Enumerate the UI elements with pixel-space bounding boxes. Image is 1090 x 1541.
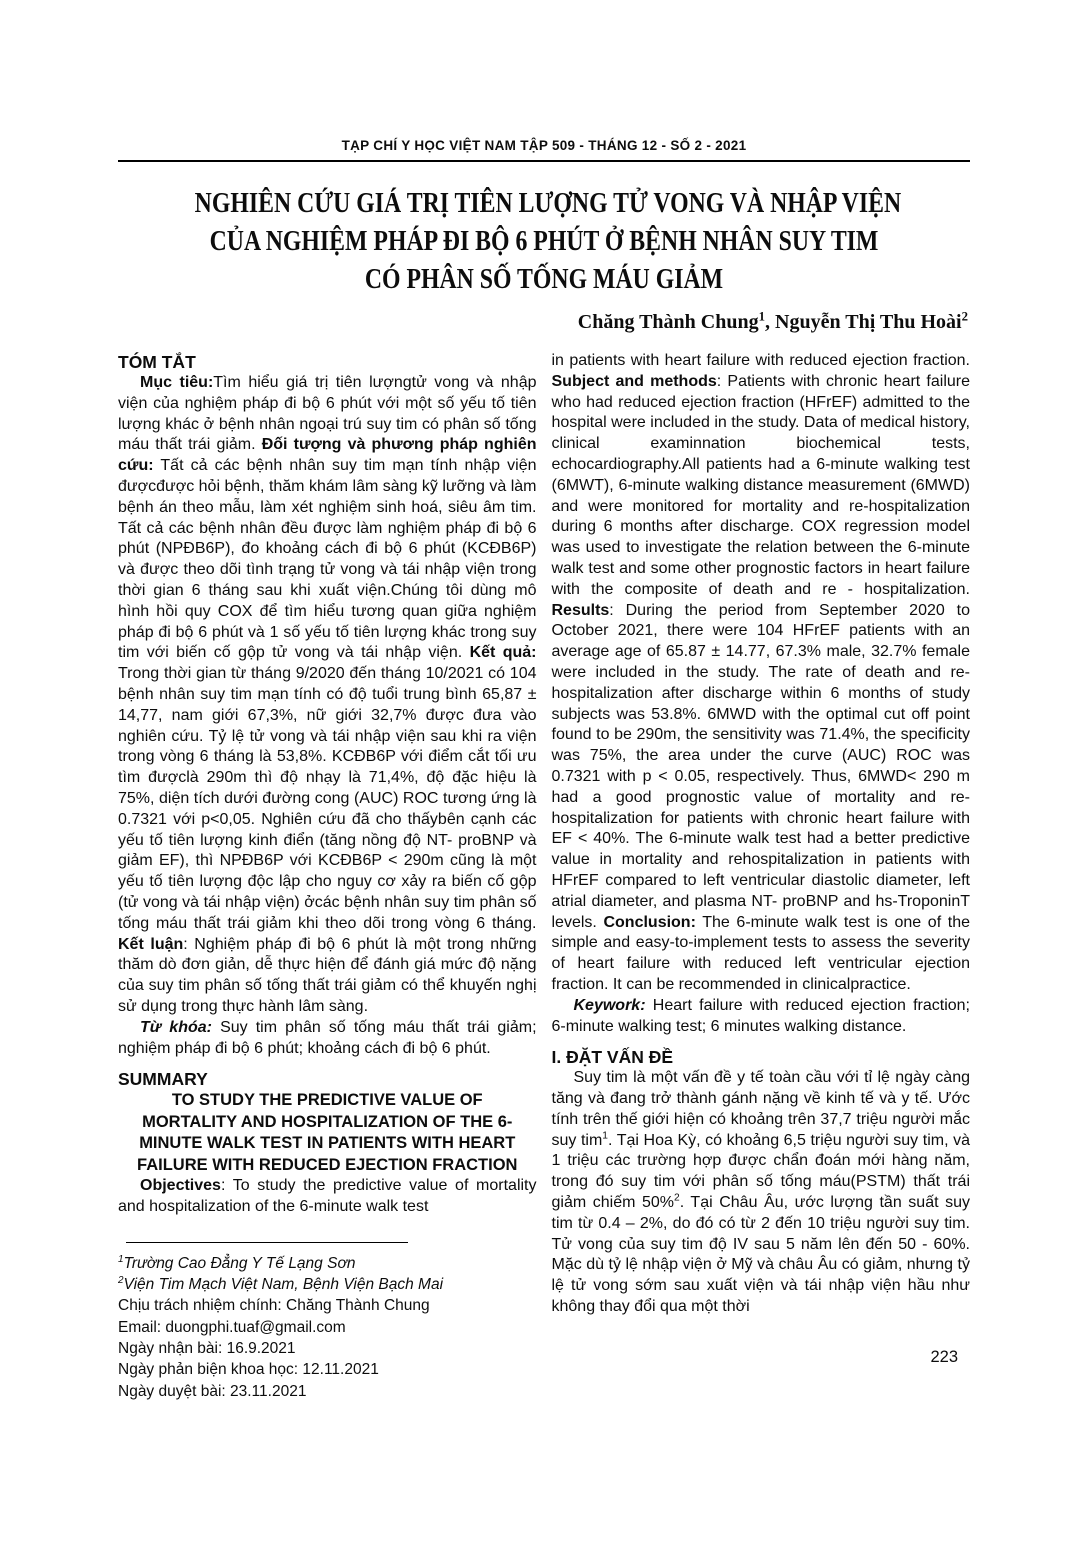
text-run: 1 bbox=[602, 1130, 608, 1142]
text-run: Keywork: bbox=[573, 996, 646, 1014]
journal-header: TẠP CHÍ Y HỌC VIỆT NAM TẬP 509 - THÁNG 12 - SỐ 2 - 2021 bbox=[118, 138, 970, 162]
footnote-line-run: Ngày nhận bài: 16.9.2021 bbox=[118, 1340, 296, 1358]
text-run: Tất cả các bệnh nhân suy tim mạn tính nhập viện đượcđược hỏi bệnh, thăm khám lâm sàng kỹ lưỡng và làm bệnh án theo mẫu, làm xét nghiệm sinh hoá, siêu âm tim. Tất cả các bệnh nhân đều được làm nghiệm pháp đi bộ 6 phút (NPĐB6P), đo khoảng cách đi bộ 6 phút (KCĐB6P) và được theo dõi tình trạng tử vong và tái nhập viện trong thời gian 6 tháng sau khi xuất viện.Chúng tôi dùng mô hình hồi quy COX để tìm hiểu tương quan giữa nghiệm pháp đi bộ 6 phút và 1 số yếu tố tiên lượng khác trong suy tim với biến cố gộp tử vong và tái nhập viện. bbox=[118, 457, 537, 662]
objectives-paragraph bbox=[118, 1176, 537, 1218]
right-column bbox=[552, 351, 971, 1402]
text-run: 2 bbox=[961, 309, 968, 324]
text-run: Results bbox=[551, 601, 610, 619]
text-run: 2 bbox=[674, 1192, 680, 1204]
footnote-line-run: 1 bbox=[118, 1253, 124, 1265]
text-run: Từ khóa: bbox=[140, 1018, 212, 1036]
footnote-line bbox=[118, 1359, 537, 1380]
footnote-rule bbox=[126, 1242, 408, 1243]
summary-heading: SUMMARY bbox=[118, 1069, 208, 1090]
footnote bbox=[118, 1242, 537, 1402]
text-run: , Nguyễn Thị Thu Hoài bbox=[765, 311, 962, 333]
footnote-line-run: Viện Tim Mạch Việt Nam, Bệnh Viện Bạch Mai bbox=[123, 1276, 444, 1294]
text-run: : Nghiệm pháp đi bộ 6 phút là một trong những thăm dò đơn giản, dễ thực hiện để đánh giá mức độ nặng của suy tim phân số tống thất trái giảm có thể khuyến nghị sử dụng trong thực hành lâm sàng. bbox=[118, 935, 537, 1015]
text-run: Suy tim là một vấn đề y tế toàn cầu với tỉ lệ ngày càng tăng và đang trở thành gánh nặng về kinh tế và y tế. Ước tính trên thế giới hiện có khoảng trên 37,7 triệu người mắc suy tim bbox=[551, 1069, 970, 1149]
footnote-line-run: Trường Cao Đẳng Y Tế Lạng Sơn bbox=[123, 1254, 356, 1272]
footnote-line bbox=[118, 1274, 537, 1295]
text-run: . Tại Châu Âu, ước lượng tần suất suy tim từ 0.4 – 2%, do đó có từ 2 đến 10 triệu người suy tim. Tử vong của suy tim độ IV sau 5 năm lên đến 50 - 60%. Mặc dù tỷ lệ nhập viện ở Mỹ và châu Âu có giảm, nhưng tỷ lệ tử vong sớm sau xuất viện và tái nhập viện hầu như không thay đổi qua một thời bbox=[551, 1194, 970, 1316]
text-run: Suy tim phân số tống máu thất trái giảm; nghiệm pháp đi bộ 6 phút; khoảng cách đi bộ 6 phút. bbox=[118, 1018, 537, 1057]
keywords-en-paragraph bbox=[552, 996, 971, 1038]
footnote-line bbox=[118, 1295, 537, 1316]
text-run: : Patients with chronic heart failure who had reduced ejection fraction (HFrEF) admitted to the hospital were included in the study. Data of medical history, clinical examinnation biochemical tests, echocardiography.All patients had a 6-minute walking test (6MWT), 6-minute walking distance measurement (6MWD) and were monitored for mortality and re-hospitalization during 6 months after discharge. COX regression model was used to investigate the relation between the 6-minute walk test and some other prognostic factors in heart failure with the composite of death and re - hospitalization. bbox=[551, 372, 970, 598]
text-run: . Tại Hoa Kỳ, có khoảng 6,5 triệu người suy tim, và 1 triệu các trường hợp được chẩn đoán mới hàng năm, trong đó suy tim với phân số tống máu(PSTM) thất trái giảm chiếm 50% bbox=[551, 1131, 970, 1212]
text-run: Tìm hiểu giá trị tiên lượngtử vong và nhập viện của nghiệm pháp đi bộ 6 phút với một số yếu tố tiên lượng khác ở bệnh nhân ngoại trú suy tim có phân số tống máu thất trái giảm. bbox=[118, 374, 537, 454]
text-run: Conclusion: bbox=[603, 913, 696, 931]
footnote-line bbox=[118, 1381, 537, 1402]
footnote-line-run: Ngày duyệt bài: 23.11.2021 bbox=[118, 1382, 307, 1400]
footnote-line-run: Ngày phản biện khoa học: 12.11.2021 bbox=[118, 1361, 379, 1379]
intro-paragraph bbox=[552, 1068, 971, 1318]
footnote-lines bbox=[118, 1253, 537, 1402]
text-run: Heart failure with reduced ejection fraction; 6-minute walking test; 6 minutes walking distance. bbox=[551, 996, 970, 1035]
text-run: : To study the predictive value of mortality and hospitalization of the 6-minute walk test bbox=[118, 1177, 537, 1216]
abstract-en-paragraph bbox=[552, 351, 971, 996]
summary-title-line: MINUTE WALK TEST IN PATIENTS WITH HEART bbox=[139, 1134, 516, 1153]
text-run: Kết quả: bbox=[469, 644, 537, 662]
text-run: Mục tiêu: bbox=[140, 374, 214, 391]
section-1-heading: I. ĐẶT VẤN ĐỀ bbox=[551, 1047, 674, 1068]
two-column-body bbox=[118, 351, 970, 1402]
footnote-line bbox=[118, 1317, 537, 1338]
summary-title-line: TO STUDY THE PREDICTIVE VALUE OF bbox=[171, 1091, 483, 1110]
summary-title bbox=[118, 1090, 537, 1176]
article-title-line: CỦA NGHIỆM PHÁP ĐI BỘ 6 PHÚT Ở BỆNH NHÂN SUY TIM bbox=[209, 225, 879, 257]
footnote-line-run: 2 bbox=[118, 1275, 124, 1287]
page-number: 223 bbox=[930, 1348, 958, 1366]
text-run: Kết luận bbox=[118, 935, 184, 953]
authors-line bbox=[118, 311, 970, 334]
text-run: Objectives bbox=[140, 1177, 221, 1195]
text-run: Trong thời gian từ tháng 9/2020 đến tháng 10/2021 có 104 bệnh nhân suy tim mạn tính có độ tuổi trung bình 65,87 ± 14,77, nam giới 67,3%, nữ giới 32,7% được đưa vào nghiên cứu. Tỷ lệ tử vong và tái nhập viện sau khi ra viện trong vòng 6 tháng là 53,8%. KCĐB6P với điểm cắt tối ưu tìm đượclà 290m thì độ nhạy là 71,4%, độ đặc hiệu là 75%, diện tích dưới đường cong (AUC) ROC tương ứng là 0.7321 với p<0,05. Nghiên cứu đã cho thấybên cạnh các yếu tố tiên lượng kinh điển (tăng nồng độ NT- proBNP và giảm EF), thì NPĐB6P với KCĐB6P < 290m cũng là một yếu tố tiên lượng độc lập cho nguy cơ xảy ra biến cố gộp (tử vong và tái nhập viện) ởcác bệnh nhân suy tim phân số tống máu thất trái giảm khi theo dõi trong vòng 6 tháng. bbox=[118, 665, 537, 932]
footnote-line-run: Chịu trách nhiệm chính: Chăng Thành Chung bbox=[118, 1297, 430, 1315]
page-content bbox=[118, 138, 970, 1402]
footnote-line-run: Email: duongphi.tuaf@gmail.com bbox=[118, 1318, 346, 1336]
article-title bbox=[118, 184, 970, 298]
abstract-vi-paragraph bbox=[118, 373, 537, 1018]
text-run: in patients with heart failure with reduced ejection fraction. bbox=[551, 352, 970, 369]
keywords-vi-paragraph bbox=[118, 1018, 537, 1060]
footnote-line bbox=[118, 1253, 537, 1274]
article-title-line: CÓ PHÂN SỐ TỐNG MÁU GIẢM bbox=[364, 263, 724, 295]
text-run: The 6-minute walk test is one of the simple and easy-to-implement tests to assess the severity of heart failure with reduced left ventricular ejection fraction. It can be recommended in clinicalpractice. bbox=[551, 913, 970, 993]
article-title-line: NGHIÊN CỨU GIÁ TRỊ TIÊN LƯỢNG TỬ VONG VÀ NHẬP VIỆN bbox=[194, 187, 902, 219]
summary-title-line: MORTALITY AND HOSPITALIZATION OF THE 6- bbox=[142, 1112, 513, 1131]
tom-tat-heading: TÓM TẮT bbox=[118, 352, 196, 372]
text-run: 1 bbox=[758, 309, 766, 324]
text-run: Subject and methods bbox=[551, 372, 717, 390]
text-run: Chăng Thành Chung bbox=[577, 311, 759, 333]
left-column bbox=[118, 351, 537, 1402]
text-run: : During the period from September 2020 to October 2021, there were 104 HFrEF patients with an average age of 65.87 ± 14.77, 67.3% male, 32.7% female were included in the study. The rate of death and re-hospitalization after discharge within 6 months of study subjects was 53.8%. 6MWD with the optimal cut off point found to be 290m, the sensitivity was 71.4%, the specificity was 75%, the area under the curve (AUC) ROC was 0.7321 with p < 0.05, respectively. Thus, 6MWD< 290 m had a good prognostic value of mortality and re-hospitalization for patients with chronic heart failure with EF < 40%. The 6-minute walk test had a better predictive value in mortality and rehospitalization in patients with HFrEF compared to left ventricular diastolic diameter, left atrial diameter, and plasma NT- proBNP and hs-TroponinT levels. bbox=[551, 601, 970, 931]
summary-title-line: FAILURE WITH REDUCED EJECTION FRACTION bbox=[137, 1155, 518, 1174]
footnote-line bbox=[118, 1338, 537, 1359]
text-run: Đối tượng và phương pháp nghiên cứu: bbox=[118, 436, 537, 475]
